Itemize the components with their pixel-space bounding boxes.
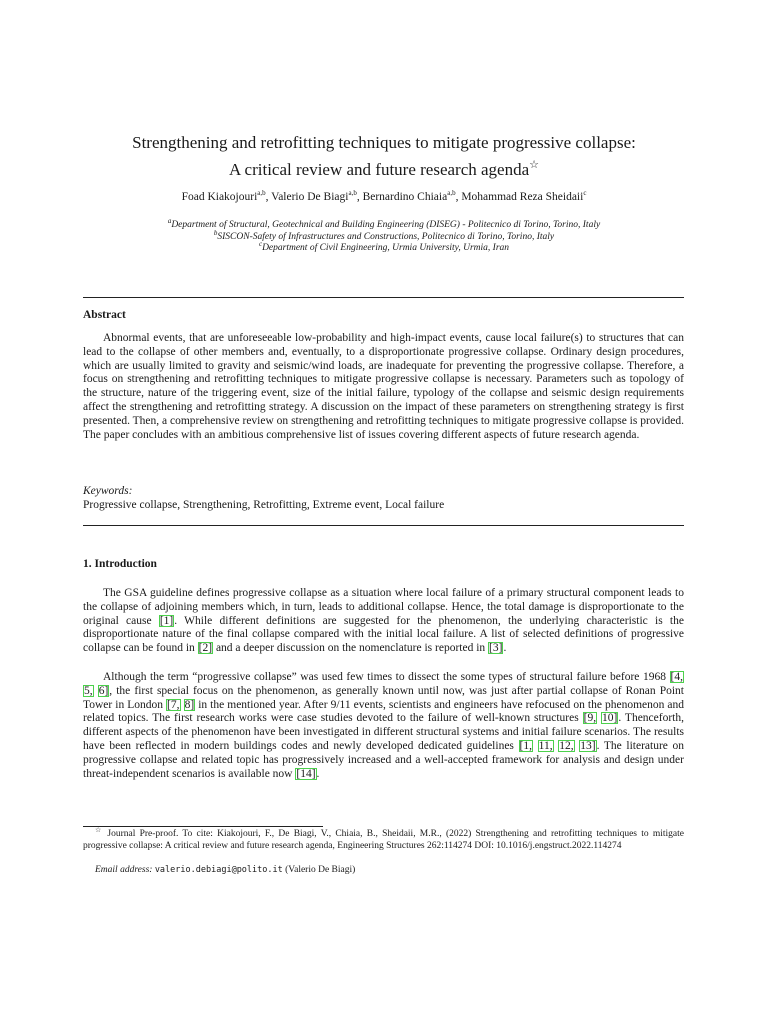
- citation-link[interactable]: [14]: [296, 767, 316, 780]
- paper-title: [60, 131, 708, 181]
- author-list: Foad Kiakojouri$^{a,b}$, Valerio De Biagi$^{a,b}$, Bernardino Chiaia$^{a,b}$, Mohammad Reza Sheidaii$^c$: [181, 189, 587, 203]
- title-footnote-star[interactable]: ☆: [529, 159, 540, 171]
- footnote-text: Journal Pre-proof. To cite: Kiakojouri, F., De Biagi, V., Chiaia, B., Sheidaii, M.R., (2022) Strengthening and retrofitting techniques to mitigate progressive collapse: A critical review and future research agenda, Engineering Structures 262:114274 DOI: 10.1016/j.engstruct.2022.114274: [83, 829, 684, 851]
- footnote-mark: ☆: [95, 825, 104, 834]
- affiliation-list: [60, 216, 708, 255]
- citation-link[interactable]: 6]: [98, 684, 109, 697]
- citation-link[interactable]: 13]: [580, 739, 596, 752]
- affiliation-text: Department of Civil Engineering, Urmia University, Urmia, Iran: [262, 243, 510, 253]
- bottom-divider: [83, 525, 684, 526]
- footnote-divider: [83, 826, 323, 827]
- section-heading-introduction: 1. Introduction: [83, 558, 157, 570]
- citation-link[interactable]: 5,: [84, 684, 93, 697]
- keywords-label: Keywords:: [83, 485, 133, 497]
- citation-link[interactable]: 12,: [559, 739, 574, 752]
- affiliation-line: [60, 228, 708, 244]
- citation-link[interactable]: 8]: [184, 698, 195, 711]
- author-name: Valerio De Biagi: [271, 191, 349, 203]
- affiliation-text: Department of Structural, Geotechnical and Building Engineering (DISEG) - Politecnico di Torino, Torino, Italy: [171, 220, 601, 230]
- citation-link[interactable]: 11,: [538, 739, 553, 752]
- author-name: Foad Kiakojouri: [181, 191, 258, 203]
- citation-link[interactable]: 10]: [602, 712, 618, 725]
- intro-paragraph-2: Although the term “progressive collapse” was used few times to dissect the some types of structural failure before 1968 [4, 5, 6], the first special focus on the phenomenon, as generally known until now, was just after partial collapse of Ronan Point Tower in London [7, 8] in the mentioned year. After 9/11 events, scientists and engineers have refocused on the phenomenon and related topics. The first research works were case studies devoted to the failure of well-known structures [9, 10]. Thenceforth, different aspects of the phenomenon have been investigated in different structural systems and initial failure scenarios. The results have been reflected in modern buildings codes and newly developed dedicated guidelines [1, 11, 12, 13]. The literature on progressive collapse and related topic has progressively increased and a well-accepted framework for analysis and design under threat-independent scenarios is available now [14].: [83, 671, 685, 780]
- citation-link[interactable]: [2]: [198, 642, 213, 655]
- citation-link[interactable]: [9,: [583, 712, 597, 725]
- author-name: Mohammad Reza Sheidaii: [461, 191, 584, 203]
- citation-link[interactable]: [7,: [167, 698, 180, 711]
- affiliation-line: [60, 239, 708, 255]
- citation-link[interactable]: [4,: [670, 671, 683, 683]
- affiliation-mark: a: [167, 216, 172, 225]
- footnote: [83, 825, 684, 853]
- citation-link[interactable]: [3]: [489, 642, 503, 655]
- citation-link[interactable]: [1,: [519, 739, 532, 752]
- affiliation-mark: b: [213, 228, 218, 237]
- email-link[interactable]: valerio.debiagi@polito.it: [154, 865, 283, 875]
- affiliation-line: [60, 216, 708, 232]
- abstract-text: Abnormal events, that are unforeseeable low-probability and high-impact events, cause local failure(s) to structures that can lead to the collapse of other members and, eventually, to a disproportionate progressive collapse. Ordinary design procedures, which are usually limited to gravity and seismic/wind loads, are inadequate for preventing the progressive collapse. Therefore, a focus on strengthening and retrofitting techniques to mitigate progressive collapse is necessary. Parameters such as topology of the structure, nature of the triggering event, size of the initial failure, typology of the collapse and seismic design requirements affect the strengthening and retrofitting strategy. A discussion on the impact of these parameters on strengthening strategy is first presented. Then, a comprehensive review on strengthening and retrofitting techniques to mitigate progressive collapse is provided. The paper concludes with an ambitious comprehensive list of issues covering different aspects of future research agenda.: [83, 332, 684, 441]
- author-affiliation-mark[interactable]: c: [583, 189, 587, 198]
- intro-paragraph-1: The GSA guideline defines progressive collapse as a situation where local failure of a primary structural component leads to the collapse of adjoining members which, in turn, leads to additional collapse. Hence, the total damage is disproportionate to the original cause [1]. While different definitions are suggested for the phenomenon, the underlying characteristic is the disproportionate nature of the final collapse compared with the initial local failure. A list of selected definitions of progressive collapse can be found in [2] and a deeper discussion on the nomenclature is reported in [3].: [83, 587, 684, 655]
- title-line-2: A critical review and future research agenda☆: [228, 159, 540, 179]
- author-affiliation-mark[interactable]: a,b: [348, 189, 357, 198]
- author-affiliation-mark[interactable]: a,b: [447, 189, 456, 198]
- author-name: Bernardino Chiaia: [362, 191, 448, 203]
- top-divider: [83, 297, 684, 298]
- abstract-heading: Abstract: [83, 309, 126, 321]
- affiliation-mark: c: [258, 239, 263, 248]
- author-affiliation-mark[interactable]: a,b: [257, 189, 266, 198]
- email-owner: (Valerio De Biagi): [285, 865, 356, 875]
- affiliation-text: SISCON-Safety of Infrastructures and Constructions, Politecnico di Torino, Torino, Italy: [217, 231, 555, 242]
- footnote-email: [95, 865, 355, 875]
- title-line-1: Strengthening and retrofitting techniques to mitigate progressive collapse:: [132, 133, 636, 152]
- email-label: Email address:: [95, 865, 153, 875]
- keywords-list: Progressive collapse, Strengthening, Retrofitting, Extreme event, Local failure: [83, 499, 445, 511]
- citation-link[interactable]: [1]: [159, 614, 174, 627]
